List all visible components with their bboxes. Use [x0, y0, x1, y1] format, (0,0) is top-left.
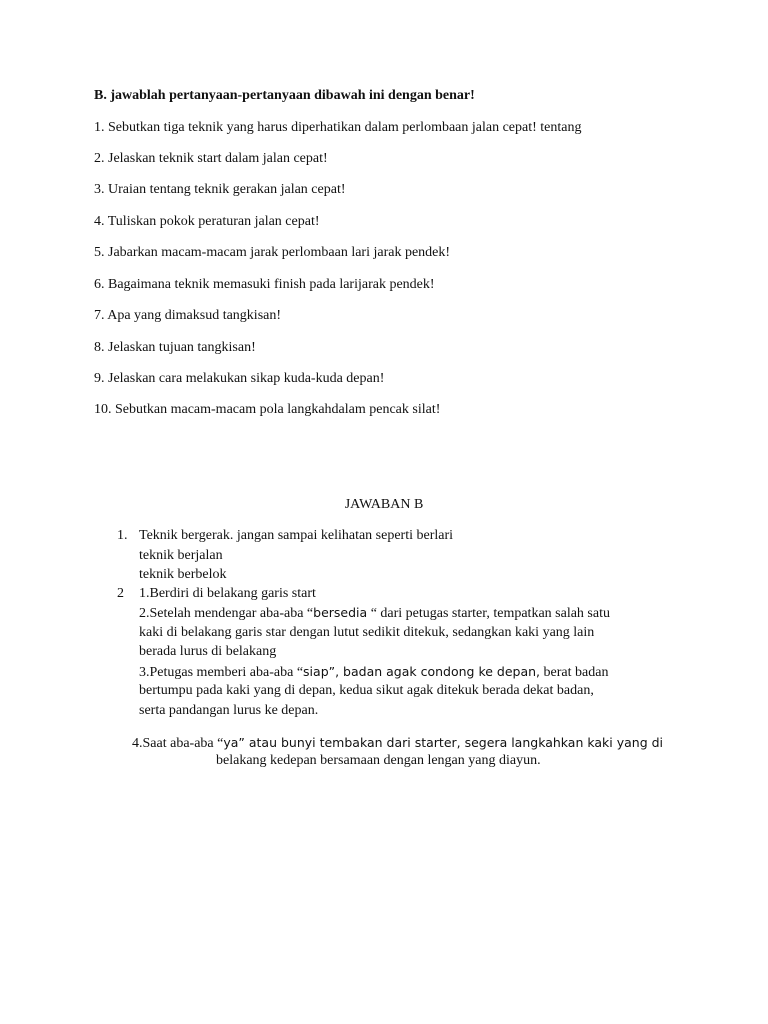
text-run: 4.Saat aba-aba “: [132, 736, 224, 751]
text-run: siap”, badan agak condong ke depan,: [303, 664, 541, 679]
answer-2-line: 1.Berdiri di belakang garis start: [139, 586, 316, 601]
answer-1-line: Teknik bergerak. jangan sampai kelihatan seperti berlari: [139, 528, 454, 543]
answer-2-paragraph-3-line: [139, 664, 608, 681]
answer-2-paragraph-2-line: berada lurus di belakang: [139, 644, 277, 659]
text-run: “ dari petugas starter, tempatkan salah satu: [367, 606, 610, 621]
answer-2-paragraph-4-line: [132, 735, 663, 752]
text-run: bersedia: [313, 605, 368, 620]
text-run: 3.Petugas memberi aba-aba “: [139, 665, 304, 680]
question-10: 10. Sebutkan macam-macam pola langkahdalam pencak silat!: [94, 402, 441, 417]
answer-2-paragraph-2-line: [139, 605, 610, 622]
question-2: 2. Jelaskan teknik start dalam jalan cepat!: [94, 151, 328, 166]
question-3: 3. Uraian tentang teknik gerakan jalan cepat!: [94, 182, 346, 197]
question-8: 8. Jelaskan tujuan tangkisan!: [94, 340, 256, 355]
question-6: 6. Bagaimana teknik memasuki finish pada larijarak pendek!: [94, 277, 435, 292]
text-run: berat badan: [540, 665, 609, 680]
answer-2-paragraph-3-line: serta pandangan lurus ke depan.: [139, 703, 319, 718]
answer-1-line: teknik berjalan: [139, 548, 223, 563]
question-7: 7. Apa yang dimaksud tangkisan!: [94, 308, 282, 323]
question-4: 4. Tuliskan pokok peraturan jalan cepat!: [94, 214, 320, 229]
text-run: 2.Setelah mendengar aba-aba “: [139, 606, 314, 621]
answer-2-paragraph-3-line: bertumpu pada kaki yang di depan, kedua sikut agak ditekuk berada dekat badan,: [139, 683, 594, 698]
question-9: 9. Jelaskan cara melakukan sikap kuda-kuda depan!: [94, 371, 385, 386]
question-5: 5. Jabarkan macam-macam jarak perlombaan lari jarak pendek!: [94, 245, 451, 260]
answer-2-paragraph-2-line: kaki di belakang garis star dengan lutut sedikit ditekuk, sedangkan kaki yang lain: [139, 625, 595, 640]
answer-2-number: 2: [117, 586, 124, 601]
answers-title: JAWABAN B: [344, 497, 424, 512]
text-run: ya” atau bunyi tembakan dari starter, segera langkahkan kaki yang di: [223, 735, 664, 750]
section-b-heading: B. jawablah pertanyaan-pertanyaan dibawah ini dengan benar!: [94, 88, 475, 103]
answer-1-number: 1.: [117, 528, 128, 543]
answer-1-line: teknik berbelok: [139, 567, 227, 582]
question-1: 1. Sebutkan tiga teknik yang harus diperhatikan dalam perlombaan jalan cepat! tentang: [94, 120, 582, 135]
answer-2-paragraph-4-line: belakang kedepan bersamaan dengan lengan yang diayun.: [216, 753, 541, 768]
